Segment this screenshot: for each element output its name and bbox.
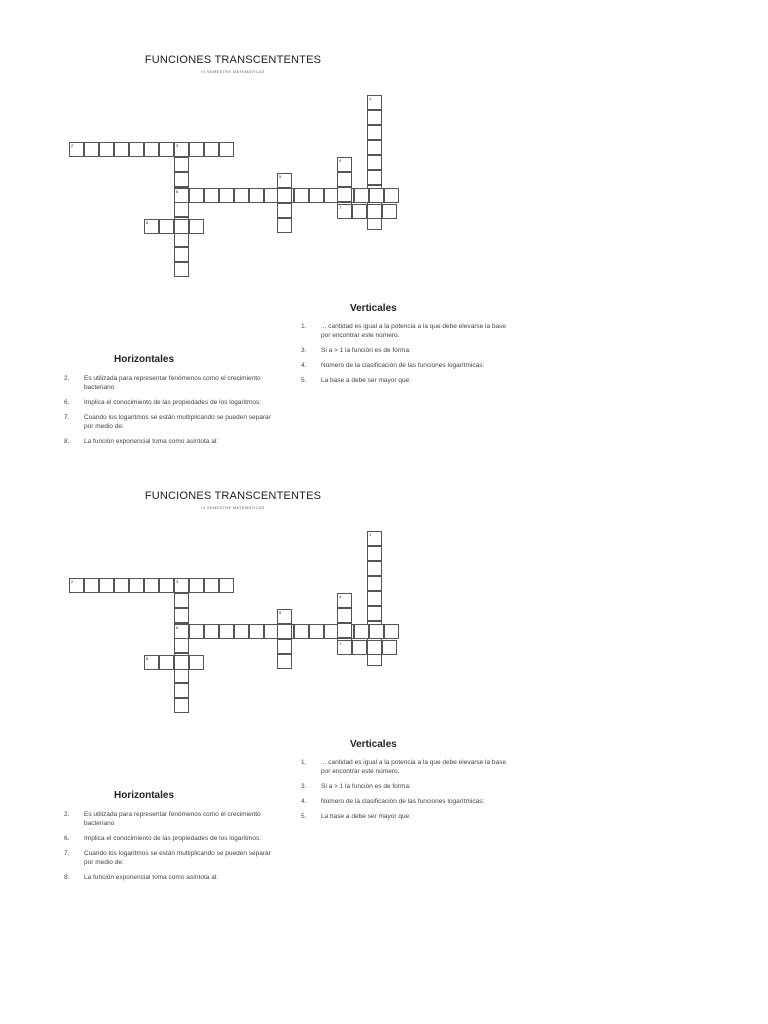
- crossword-cell[interactable]: [367, 95, 382, 110]
- clue-item: [64, 398, 279, 407]
- crossword-cell[interactable]: [277, 639, 292, 654]
- crossword-cell[interactable]: [354, 624, 369, 639]
- crossword-cell[interactable]: [174, 219, 189, 234]
- crossword-cell[interactable]: [367, 576, 382, 591]
- crossword-cell[interactable]: [219, 624, 234, 639]
- clue-item: [301, 376, 516, 385]
- verticales-clue-list: [301, 758, 516, 827]
- crossword-cell[interactable]: [382, 204, 397, 219]
- crossword-cell[interactable]: [277, 173, 292, 188]
- clue-text: ... cantidad es igual a la potencia a la que debe elevarse la base por encontrar este número.: [321, 323, 507, 339]
- crossword-cell[interactable]: [174, 655, 189, 670]
- crossword-cell[interactable]: [367, 531, 382, 546]
- worksheet-title: FUNCIONES TRANSCENTENTES: [144, 54, 322, 66]
- clue-text: Número de la clasificación de las funciones logarítmicas:: [321, 362, 485, 369]
- crossword-cell[interactable]: [219, 142, 234, 157]
- clue-item: [301, 782, 516, 791]
- crossword-cell[interactable]: [367, 204, 382, 219]
- crossword-cell[interactable]: [337, 157, 352, 172]
- horizontales-heading: Horizontales: [114, 790, 175, 801]
- clue-text: La base a debe ser mayor que:: [321, 813, 411, 820]
- crossword-cell-number: 2: [71, 143, 74, 148]
- crossword-cell[interactable]: [69, 578, 84, 593]
- crossword-cell-number: 4: [339, 158, 342, 163]
- clue-item: [64, 810, 279, 828]
- clue-number: 2.: [64, 811, 70, 818]
- crossword-cell[interactable]: [277, 624, 292, 639]
- clue-item: [301, 346, 516, 355]
- crossword-cell[interactable]: [174, 638, 189, 653]
- clue-number: 2.: [64, 375, 70, 382]
- crossword-cell[interactable]: [219, 188, 234, 203]
- crossword-cell[interactable]: [367, 640, 382, 655]
- crossword-cell[interactable]: [367, 155, 382, 170]
- crossword-cell[interactable]: [189, 655, 204, 670]
- crossword-cell[interactable]: [367, 591, 382, 606]
- crossword-cell[interactable]: [352, 204, 367, 219]
- crossword-cell[interactable]: [189, 578, 204, 593]
- crossword-cell[interactable]: [369, 188, 384, 203]
- clue-text: La base a debe ser mayor que:: [321, 377, 411, 384]
- crossword-cell-number: 8: [146, 220, 149, 225]
- crossword-cell[interactable]: [294, 624, 309, 639]
- crossword-cell[interactable]: [159, 578, 174, 593]
- clue-text: ... cantidad es igual a la potencia a la que debe elevarse la base por encontrar este número.: [321, 759, 507, 775]
- crossword-cell[interactable]: [352, 640, 367, 655]
- crossword-cell[interactable]: [309, 188, 324, 203]
- clue-number: 3.: [301, 347, 307, 354]
- worksheet-copy-1: [0, 0, 768, 445]
- verticales-heading: Verticales: [350, 303, 397, 314]
- clue-number: 3.: [301, 783, 307, 790]
- crossword-cell[interactable]: [144, 219, 159, 234]
- crossword-cell[interactable]: [159, 142, 174, 157]
- crossword-cell[interactable]: [354, 188, 369, 203]
- clue-number: 1.: [301, 323, 307, 330]
- crossword-cell[interactable]: [337, 640, 352, 655]
- clue-number: 6.: [64, 835, 70, 842]
- crossword-grid: [0, 436, 768, 736]
- crossword-cell[interactable]: [144, 142, 159, 157]
- horizontales-heading: Horizontales: [114, 354, 175, 365]
- crossword-cell-number: 6: [176, 189, 179, 194]
- crossword-grid: [0, 0, 768, 300]
- crossword-cell[interactable]: [367, 140, 382, 155]
- crossword-cell[interactable]: [174, 683, 189, 698]
- crossword-cell[interactable]: [337, 172, 352, 187]
- crossword-cell-number: 5: [279, 610, 282, 615]
- crossword-cell[interactable]: [382, 640, 397, 655]
- clue-item: [64, 374, 279, 392]
- crossword-cell-number: 3: [176, 143, 179, 148]
- crossword-cell[interactable]: [384, 188, 399, 203]
- crossword-cell[interactable]: [129, 142, 144, 157]
- crossword-cell[interactable]: [189, 219, 204, 234]
- crossword-cell[interactable]: [367, 125, 382, 140]
- clue-number: 4.: [301, 362, 307, 369]
- crossword-cell[interactable]: [174, 698, 189, 713]
- clue-text: Implica el conocimiento de las propiedades de los logaritmos:: [84, 399, 262, 406]
- crossword-cell[interactable]: [114, 578, 129, 593]
- clue-number: 5.: [301, 813, 307, 820]
- verticales-heading: Verticales: [350, 739, 397, 750]
- crossword-cell-number: 3: [176, 579, 179, 584]
- clue-text: La función exponencial toma como asíntota al:: [84, 438, 219, 445]
- clue-text: Cuando los logaritmos se están multiplicando se pueden separar por medio de:: [84, 414, 271, 430]
- verticales-clue-list: [301, 322, 516, 391]
- crossword-cell[interactable]: [277, 188, 292, 203]
- crossword-cell[interactable]: [174, 247, 189, 262]
- crossword-cell[interactable]: [367, 170, 382, 185]
- clue-number: 1.: [301, 759, 307, 766]
- crossword-cell[interactable]: [174, 232, 189, 247]
- horizontales-clue-list: [64, 810, 279, 888]
- crossword-cell[interactable]: [234, 188, 249, 203]
- worksheet-subtitle: IV SEMESTRE MATEMÁTICAS: [201, 69, 265, 74]
- crossword-cell[interactable]: [99, 578, 114, 593]
- crossword-cell[interactable]: [337, 187, 352, 202]
- clue-text: Es utilizada para representar fenómenos como el crecimiento bacteriano: [84, 811, 261, 827]
- clue-text: Implica el conocimiento de las propiedades de los logaritmos:: [84, 835, 262, 842]
- crossword-cell[interactable]: [337, 593, 352, 608]
- crossword-cell[interactable]: [159, 219, 174, 234]
- crossword-cell-number: 7: [339, 205, 342, 210]
- worksheet-title: FUNCIONES TRANSCENTENTES: [144, 490, 322, 502]
- crossword-cell[interactable]: [204, 624, 219, 639]
- clue-number: 7.: [64, 850, 70, 857]
- clue-item: [301, 812, 516, 821]
- crossword-cell[interactable]: [174, 172, 189, 187]
- crossword-cell[interactable]: [69, 142, 84, 157]
- worksheet-copy-2: [0, 436, 768, 881]
- crossword-cell[interactable]: [369, 624, 384, 639]
- crossword-cell[interactable]: [337, 204, 352, 219]
- crossword-cell[interactable]: [219, 578, 234, 593]
- crossword-cell[interactable]: [84, 142, 99, 157]
- crossword-cell[interactable]: [174, 202, 189, 217]
- clue-text: Es utilizada para representar fenómenos como el crecimiento bacteriano: [84, 375, 261, 391]
- crossword-cell[interactable]: [204, 142, 219, 157]
- crossword-cell[interactable]: [189, 624, 204, 639]
- crossword-cell[interactable]: [174, 608, 189, 623]
- clue-item: [64, 873, 279, 882]
- crossword-cell-number: 2: [71, 579, 74, 584]
- crossword-cell[interactable]: [277, 609, 292, 624]
- crossword-cell[interactable]: [249, 188, 264, 203]
- crossword-cell[interactable]: [294, 188, 309, 203]
- crossword-cell[interactable]: [367, 606, 382, 621]
- crossword-cell[interactable]: [384, 624, 399, 639]
- clue-item: [64, 413, 279, 431]
- clue-number: 4.: [301, 798, 307, 805]
- crossword-cell[interactable]: [174, 142, 189, 157]
- crossword-cell[interactable]: [277, 654, 292, 669]
- crossword-cell[interactable]: [277, 203, 292, 218]
- crossword-cell[interactable]: [204, 188, 219, 203]
- crossword-cell[interactable]: [234, 624, 249, 639]
- crossword-cell[interactable]: [367, 546, 382, 561]
- crossword-cell-number: 6: [176, 625, 179, 630]
- worksheet-subtitle: IV SEMESTRE MATEMÁTICAS: [201, 505, 265, 510]
- crossword-cell-number: 5: [279, 174, 282, 179]
- crossword-cell[interactable]: [144, 578, 159, 593]
- crossword-cell[interactable]: [174, 262, 189, 277]
- clue-number: 8.: [64, 438, 70, 445]
- clue-item: [301, 797, 516, 806]
- crossword-cell[interactable]: [129, 578, 144, 593]
- crossword-cell-number: 1: [369, 96, 372, 101]
- clue-item: [301, 361, 516, 370]
- crossword-cell[interactable]: [337, 623, 352, 638]
- clue-number: 6.: [64, 399, 70, 406]
- crossword-cell[interactable]: [144, 655, 159, 670]
- crossword-cell[interactable]: [174, 157, 189, 172]
- crossword-cell-number: 1: [369, 532, 372, 537]
- crossword-cell[interactable]: [159, 655, 174, 670]
- clue-item: [64, 834, 279, 843]
- crossword-cell[interactable]: [367, 110, 382, 125]
- crossword-cell[interactable]: [84, 578, 99, 593]
- crossword-cell-number: 7: [339, 641, 342, 646]
- crossword-cell[interactable]: [189, 188, 204, 203]
- crossword-cell[interactable]: [189, 142, 204, 157]
- clue-number: 7.: [64, 414, 70, 421]
- crossword-cell[interactable]: [309, 624, 324, 639]
- clue-item: [301, 322, 516, 340]
- clue-text: La función exponencial toma como asíntota al:: [84, 874, 219, 881]
- crossword-cell-number: 8: [146, 656, 149, 661]
- crossword-cell[interactable]: [174, 593, 189, 608]
- clue-text: Cuando los logaritmos se están multiplicando se pueden separar por medio de:: [84, 850, 271, 866]
- crossword-cell[interactable]: [174, 624, 189, 639]
- crossword-cell[interactable]: [367, 561, 382, 576]
- crossword-cell-number: 4: [339, 594, 342, 599]
- clue-number: 5.: [301, 377, 307, 384]
- crossword-cell[interactable]: [174, 188, 189, 203]
- crossword-cell[interactable]: [277, 218, 292, 233]
- crossword-cell[interactable]: [114, 142, 129, 157]
- clue-text: Número de la clasificación de las funciones logarítmicas:: [321, 798, 485, 805]
- crossword-cell[interactable]: [249, 624, 264, 639]
- clue-number: 8.: [64, 874, 70, 881]
- clue-text: Si a > 1 la función es de forma:: [321, 347, 411, 354]
- clue-item: [64, 849, 279, 867]
- crossword-cell[interactable]: [337, 608, 352, 623]
- clue-item: [301, 758, 516, 776]
- crossword-cell[interactable]: [204, 578, 219, 593]
- crossword-cell[interactable]: [174, 668, 189, 683]
- crossword-cell[interactable]: [174, 578, 189, 593]
- crossword-cell[interactable]: [99, 142, 114, 157]
- clue-text: Si a > 1 la función es de forma:: [321, 783, 411, 790]
